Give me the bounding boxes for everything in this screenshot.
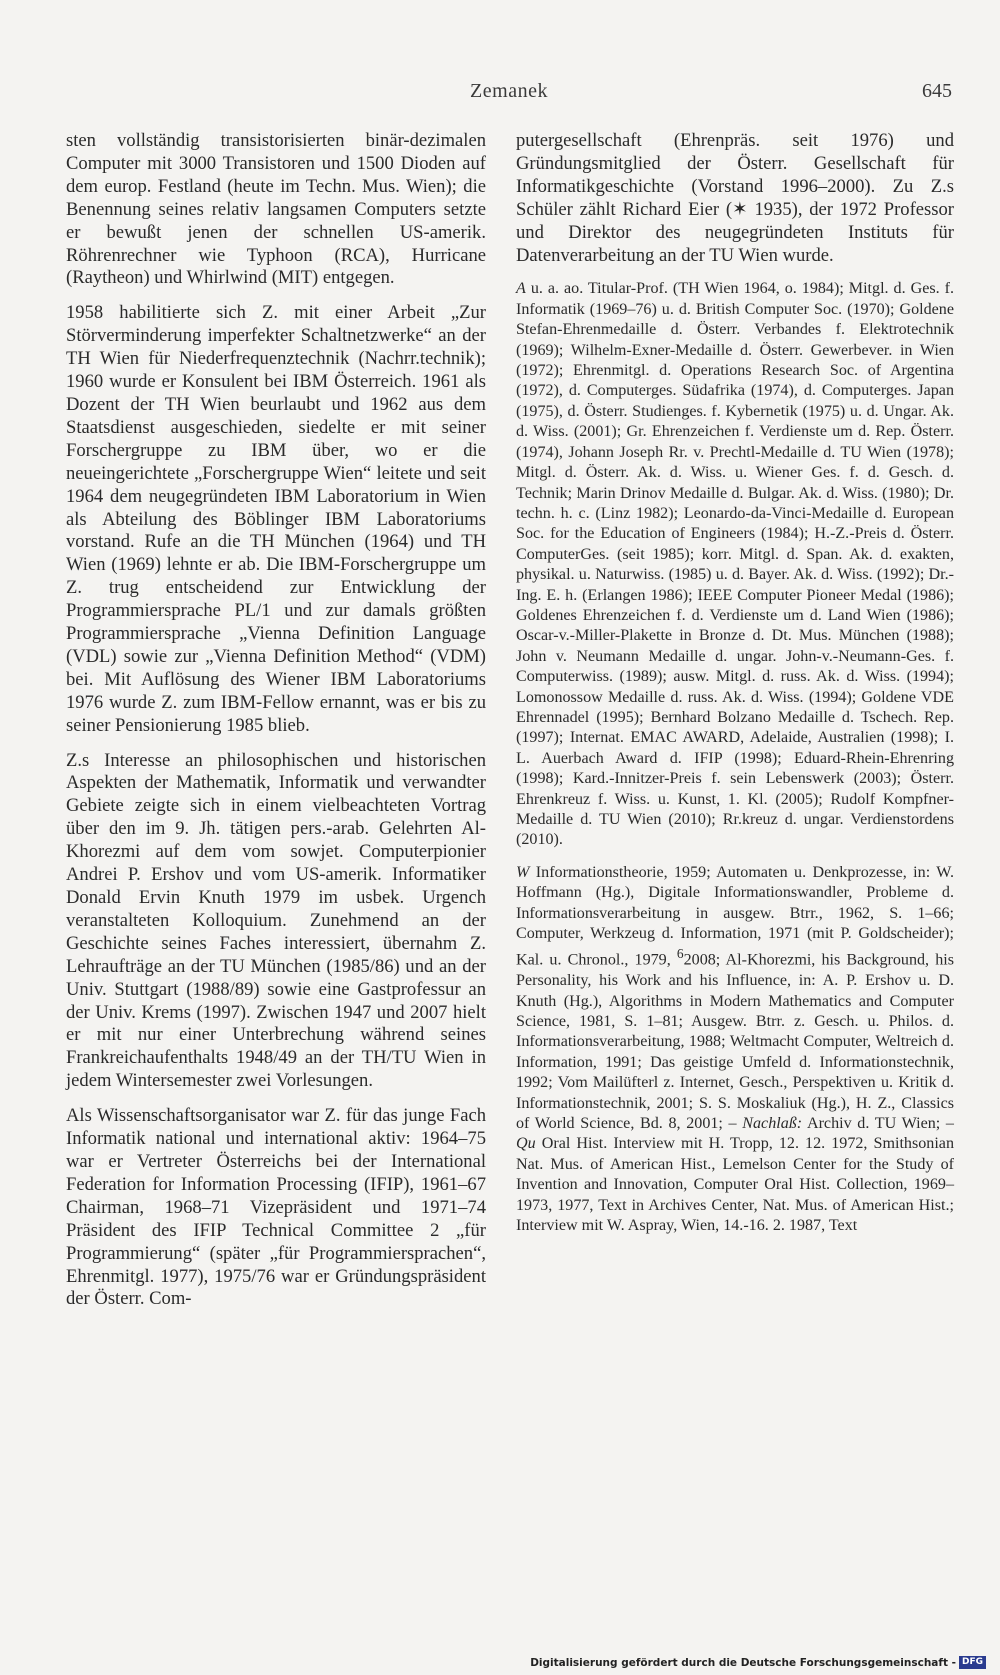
page-header xyxy=(66,80,952,110)
awards-sigla: A xyxy=(516,280,526,298)
nachlass-text: Archiv d. TU Wien; – xyxy=(802,1115,954,1133)
paragraph: Als Wissenschaftsorganisator war Z. für das junge Fach Informatik national und international aktiv: 1964–75 war er Vertreter Österreichs bei der International Federation for Information Processing (IFIP), 1961–67 Chairman, 1968–71 Vizepräsident und 1971–74 Präsident des IFIP Technical Committee 2 „für Programmierung“ (später „für Programmiersprachen“, Ehrenmitgl. 1977), 1975/76 war er Gründungspräsident der Österr. Com- xyxy=(66,1105,486,1310)
paragraph: 1958 habilitierte sich Z. mit einer Arbeit „Zur Störverminderung imperfekter Schaltnetzwerke“ an der TH Wien für Niederfrequenztechnik (Nachrr.technik); 1960 wurde er Konsulent bei IBM Österreich. 1961 als Dozent der TH Wien beurlaubt und 1962 aus dem Staatsdienst ausgeschieden, siedelte er mit seiner Forschergruppe zu IBM über, wo er die neueingerichtete „Forschergruppe Wien“ leitete und seit 1964 dem neugegründeten IBM Laboratorium in Wien als Abteilung des Böblinger IBM Laboratoriums vorstand. Rufe an die TH München (1964) und TH Wien (1969) lehnte er ab. Die IBM-Forschergruppe um Z. trug entscheidend zur Entwicklung der Programmiersprache PL/1 und zur damals größten Programmiersprache „Vienna Definition Language (VDL) sowie zur „Vienna Definition Method“ (VDM) bei. Mit Auflösung des Wiener IBM Laboratoriums 1976 wurde Z. zum IBM-Fellow ernannt, was er bis zu seiner Pensionierung 1985 blieb. xyxy=(66,302,486,736)
paragraph: sten vollständig transistorisierten binär-dezimalen Computer mit 3000 Transistoren und 1500 Dioden auf dem europ. Festland (heute im Techn. Mus. Wien); die Benennung seines relativ langsamen Computers setzte er bewußt jenen der schnellen US-amerik. Röhrenrechner wie Typhoon (RCA), Hurricane (Raytheon) und Whirlwind (MIT) entgegen. xyxy=(66,130,486,289)
paragraph-continuation: putergesellschaft (Ehrenpräs. seit 1976) und Gründungsmitglied der Österr. Gesellschaft für Informatikgeschichte (Vorstand 1996–2000). Zu Z.s Schüler zählt Richard Eier (✶ 1935), der 1972 Professor und Direktor des neugegründeten Instituts für Datenverarbeitung an der TU Wien wurde. xyxy=(516,130,954,266)
paragraph: Z.s Interesse an philosophischen und historischen Aspekten der Mathematik, Informatik und verwandter Gebiete zeigte sich in einem vielbeachteten Vortrag über den im 9. Jh. tätigen pers.-arab. Gelehrten Al-Khorezmi auf dem vom sowjet. Computerpionier Andrei P. Ershov und vom US-amerik. Informatiker Donald Ervin Knuth 1979 im usbek. Urgench veranstalteten Kolloquium. Zunehmend an der Geschichte seines Faches interessiert, übernahm Z. Lehraufträge an der TU München (1985/86) und an der Univ. Stuttgart (1988/89) sowie eine Gastprofessur an der Univ. Krems (1997). Zwischen 1947 und 2007 hielt er mit nur einer Unterbrechung während seines Frankreichaufenthalts 1948/49 an der TH/TU Wien in jedem Wintersemester zwei Vorlesungen. xyxy=(66,749,486,1092)
sources-label: Qu xyxy=(516,1135,536,1153)
edition-superscript: 6 xyxy=(676,946,684,962)
works-section xyxy=(516,863,954,1237)
nachlass-label: Nachlaß: xyxy=(742,1115,803,1133)
works-text: Informationstheorie, 1959; Automaten u. Denkprozesse, in: W. Hoffmann (Hg.), Digitale Informationswandler, Probleme d. Informationsverarbeitung in ausgew. Btrr., 1962, S. 1–66; Computer, Werkzeug d. Information, 1971 (mit P. Goldscheider); Kal. u. Chronol., 1979, xyxy=(516,863,954,969)
left-column xyxy=(66,130,486,1311)
works-text-continued: 2008; Al-Khorezmi, his Background, his Personality, his Work and his Influence, in: A. P. Ershov u. D. Knuth (Hg.), Algorithms in Modern Mathematics and Computer Science, 1981, S. 1–81; Ausgew. Btrr. z. Gesch. u. Philos. d. Informationsverarbeitung, 1988; Weltmacht Computer, Weltreich d. Information, 1991; Das geistige Umfeld d. Informationstechnik, 1992; Vom Mailüfterl z. Internet, Gesch., Perspektiven u. Kritik d. Informationstechnik, 2001; S. S. Moskaliuk (Hg.), H. Z., Classics of World Science, Bd. 8, 2001; – xyxy=(516,951,954,1133)
page-number: 645 xyxy=(922,80,952,102)
awards-section xyxy=(516,279,954,850)
digitization-credit xyxy=(530,1656,986,1669)
awards-text: u. a. ao. Titular-Prof. (TH Wien 1964, o. 1984); Mitgl. d. Ges. f. Informatik (1969–76) u. d. British Computer Soc. (1970); Goldene Stefan-Ehrenmedaille d. Österr. Verbandes f. Elektrotechnik (1969); Wilhelm-Exner-Medaille d. Österr. Gewerbever. in Wien (1972); Ehrenmitgl. d. Operations Research Soc. of Argentina (1972), d. Computerges. Südafrika (1974), d. Computerges. Japan (1975), d. Österr. Studienges. f. Kybernetik (1975) u. d. Ungar. Ak. d. Wiss. (2001); Gr. Ehrenzeichen f. Verdienste um d. Rep. Österr. (1974), Johann Joseph Rr. v. Prechtl-Medaille d. TU Wien (1978); Mitgl. d. Österr. Ak. d. Wiss. u. Wiener Ges. f. d. Gesch. d. Technik; Marin Drinov Medaille d. Bulgar. Ak. d. Wiss. (1980); Dr. techn. h. c. (Linz 1982); Leonardo-da-Vinci-Medaille d. European Soc. for the Education of Engineers (1984); H.-Z.-Preis d. Österr. ComputerGes. (seit 1985); korr. Mitgl. d. Span. Ak. d. exakten, physikal. u. Naturwiss. (1985) u. d. Bayer. Ak. d. Wiss. (1992); Dr.-Ing. E. h. (Erlangen 1986); IEEE Computer Pioneer Medal (1986); Goldenes Ehrenzeichen f. d. Verdienste um d. Land Wien (1986); Oscar-v.-Miller-Plakette in Bronze d. Dt. Mus. München (1988); John v. Neumann Medaille d. ungar. John-v.-Neumann-Ges. f. Computerwiss. (1989); ausw. Mitgl. d. russ. Ak. d. Wiss. (1994); Lomonossow Medaille d. russ. Ak. d. Wiss. (1994); Goldene VDE Ehrennadel (1995); Bernhard Bolzano Medaille d. Tschech. Rep. (1997); Internat. EMAC AWARD, Adelaide, Australien (1998); I. L. Auerbach Award d. IFIP (1998); Eduard-Rhein-Ehrenring (1998); Kard.-Innitzer-Preis f. sein Lebenswerk (2003); Österr. Ehrenkreuz f. Wiss. u. Kunst, 1. Kl. (2005); Rudolf Kompfner-Medaille d. TU Wien (2010); Rr.kreuz d. ungar. Verdienstordens (2010). xyxy=(516,280,954,849)
running-title: Zemanek xyxy=(470,80,548,102)
right-column xyxy=(516,130,954,1236)
sources-text: Oral Hist. Interview mit H. Tropp, 12. 12. 1972, Smithsonian Nat. Mus. of American Hist., Lemelson Center for the Study of Invention and Innovation, Computer Oral Hist. Collection, 1969–1973, 1977, Text in Archives Center, Nat. Mus. of American Hist.; Interview mit W. Aspray, Wien, 14.-16. 2. 1987, Text xyxy=(516,1135,954,1235)
dfg-logo: DFG xyxy=(959,1656,986,1669)
credit-text: Digitalisierung gefördert durch die Deutsche Forschungsgemeinschaft - xyxy=(530,1656,956,1669)
works-sigla: W xyxy=(516,863,530,881)
